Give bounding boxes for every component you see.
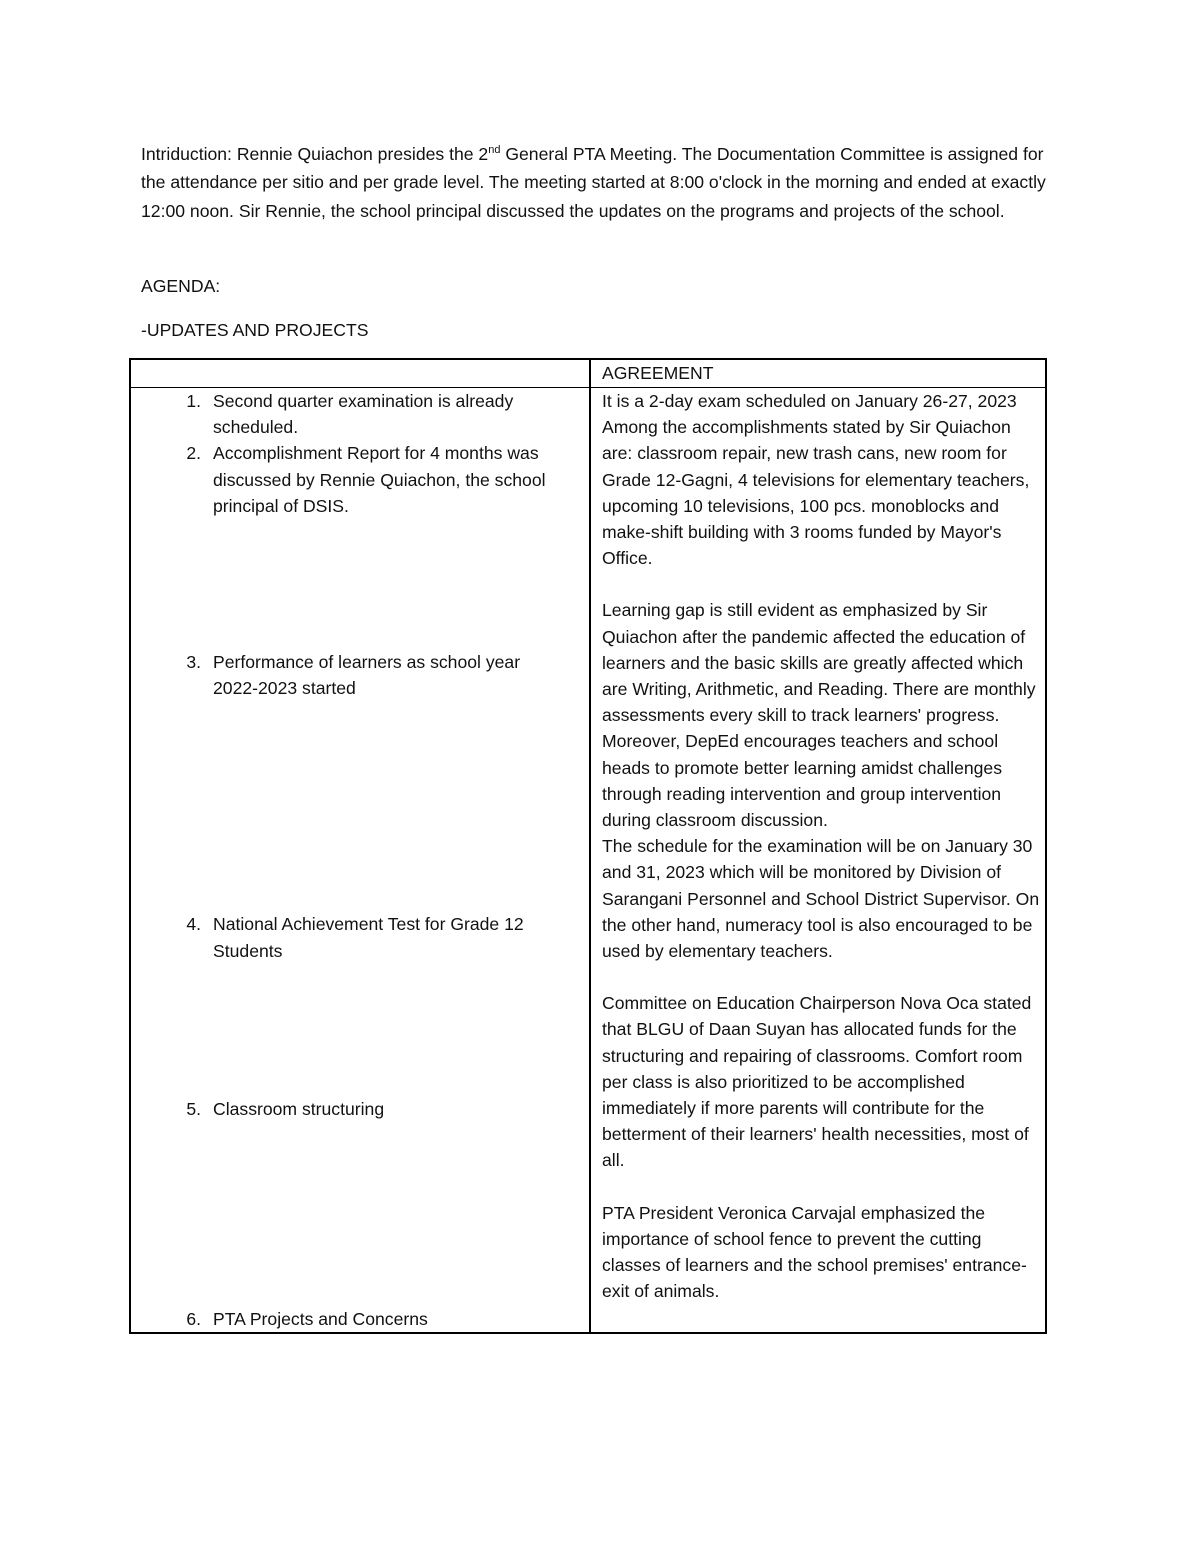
item-number: 2. (186, 443, 201, 464)
agenda-item-1 (131, 388, 589, 440)
item-text: Performance of learners as school year 2022-2023 started (213, 652, 521, 699)
agenda-item-2 (131, 440, 589, 519)
spacer (602, 1174, 1045, 1200)
agenda-items-cell (130, 388, 590, 1334)
agreement-1: It is a 2-day exam scheduled on January 26-27, 2023 (602, 391, 1017, 411)
agenda-table (129, 358, 1047, 1334)
spacer (602, 964, 1045, 990)
item-text: PTA Projects and Concerns (213, 1309, 428, 1330)
agreements-cell (590, 388, 1046, 1334)
table-header-row (130, 359, 1046, 388)
item-number: 1. (186, 391, 201, 411)
agreement-3: Learning gap is still evident as emphasized by Sir Quiachon after the pandemic affected the education of learners and the basic skills are greatly affected which are Writing, Arithmetic, and Reading. There are monthly assessments every skill to track learners' progress. Moreover, DepEd encourages teachers and school heads to promote better learning amidst challenges through reading intervention and group intervention during classroom discussion. (602, 600, 1036, 831)
header-cell-agreement: AGREEMENT (590, 359, 1046, 388)
item-number: 5. (186, 1098, 201, 1119)
agenda-heading: AGENDA: (141, 276, 221, 296)
item-text: Accomplishment Report for 4 months was discussed by Rennie Quiachon, the school principal of DSIS. (213, 443, 546, 516)
item-number: 6. (186, 1309, 201, 1330)
agenda-item-4 (131, 911, 589, 963)
item-number: 3. (186, 652, 201, 673)
agreement-6: PTA President Veronica Carvajal emphasized the importance of school fence to prevent the cutting classes of learners and the school premises' entrance-exit of animals. (602, 1202, 1027, 1302)
agreement-5: Committee on Education Chairperson Nova Oca stated that BLGU of Daan Suyan has allocated funds for the structuring and repairing of classrooms. Comfort room per class is also prioritized to be accomplished immediately if more parents will contribute for the betterment of their learners' health necessities, most of all. (602, 993, 1032, 1171)
superscript-nd: nd (488, 144, 501, 157)
table-body-row (130, 388, 1046, 1334)
spacer (131, 701, 589, 911)
spacer (131, 519, 589, 649)
updates-projects-heading: -UPDATES AND PROJECTS (141, 320, 369, 340)
item-text: National Achievement Test for Grade 12 Students (213, 914, 524, 961)
item-text: Classroom structuring (213, 1098, 385, 1119)
document-page (141, 140, 1051, 1330)
header-cell-left (130, 359, 590, 388)
item-text: Second quarter examination is already scheduled. (213, 391, 514, 438)
spacer (131, 1122, 589, 1306)
spacer (131, 964, 589, 1096)
spacer (602, 571, 1045, 597)
agenda-item-3 (131, 649, 589, 701)
item-number: 4. (186, 914, 201, 935)
introduction-paragraph: Intriduction: Rennie Quiachon presides the 2nd General PTA Meeting. The Documentation Committee is assigned for the attendance per sitio and per grade level. The meeting started at 8:00 o'clock in the morning and ended at exactly 12:00 noon. Sir Rennie, the school principal discussed the updates on the programs and projects of the school. (141, 144, 1046, 221)
agenda-item-6 (131, 1306, 589, 1332)
agreement-2: Among the accomplishments stated by Sir Quiachon are: classroom repair, new trash cans, new room for Grade 12-Gagni, 4 televisions for elementary teachers, upcoming 10 televisions, 100 pcs. monoblocks and make-shift building with 3 rooms funded by Mayor's Office. (602, 417, 1030, 569)
agreement-4: The schedule for the examination will be on January 30 and 31, 2023 which will be monitored by Division of Sarangani Personnel and School District Supervisor. On the other hand, numeracy tool is also encouraged to be used by elementary teachers. (602, 836, 1040, 962)
agenda-item-5 (131, 1096, 589, 1122)
